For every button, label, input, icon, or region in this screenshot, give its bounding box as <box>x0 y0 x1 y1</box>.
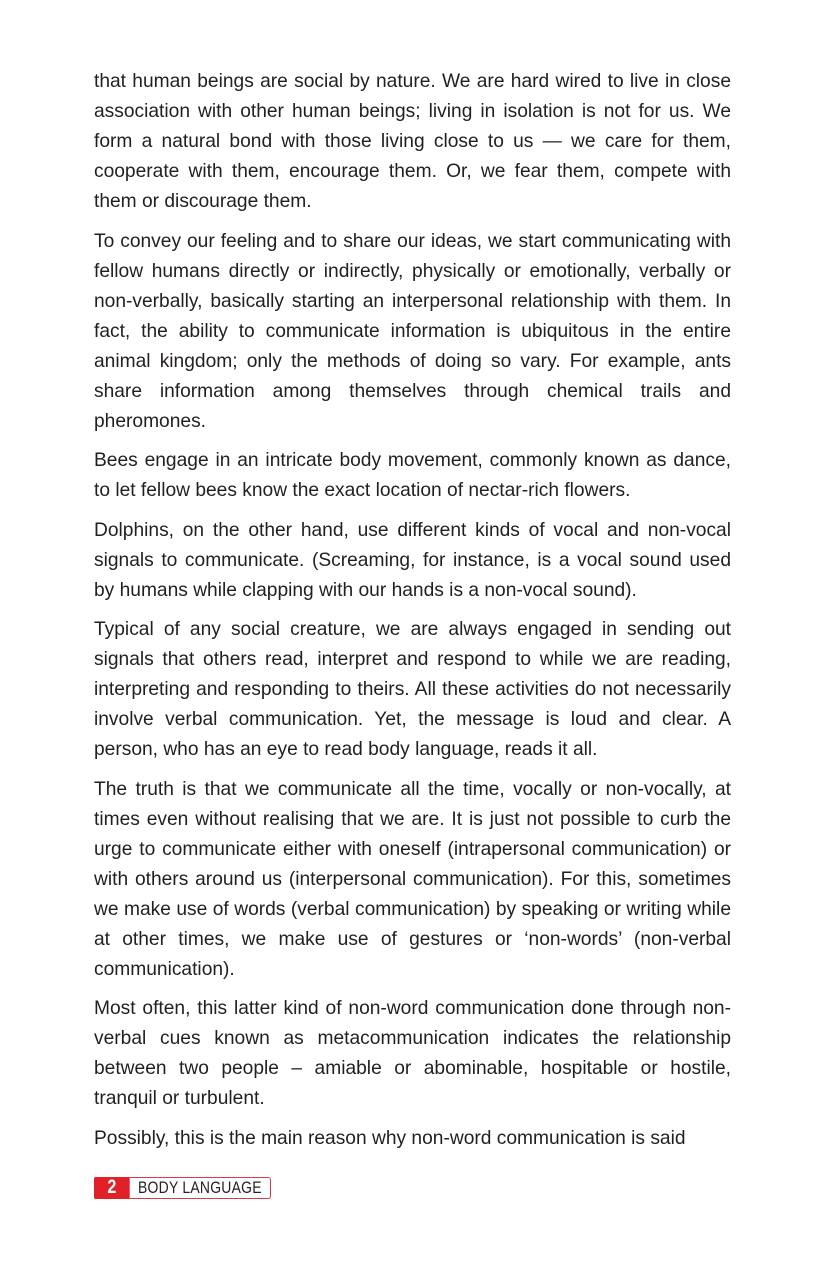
running-title-text: BODY LANGUAGE <box>138 1178 262 1197</box>
paragraph: Most often, this latter kind of non-word communication done through non-verbal cues known as metacommunication indicates the relationship between two people – amiable or abominable, hospitable or hostile, tranquil or turbulent. <box>94 998 731 1109</box>
page-body <box>94 67 731 1154</box>
page-footer <box>94 1177 271 1199</box>
running-title <box>130 1177 271 1199</box>
paragraph: To convey our feeling and to share our ideas, we start communicating with fellow humans directly or indirectly, physically or emotionally, verbally or non-verbally, basically starting an interpersonal relationship with them. In fact, the ability to communicate information is ubiquitous in the entire animal kingdom; only the methods of doing so vary. For example, ants share information among themselves through chemical trails and pheromones. <box>94 230 731 432</box>
paragraph: The truth is that we communicate all the time, vocally or non-vocally, at times even without realising that we are. It is just not possible to curb the urge to communicate either with oneself (intrapersonal communication) or with others around us (interpersonal communication). For this, sometimes we make use of words (verbal communication) by speaking or writing while at other times, we make use of gestures or ‘non-words’ (non-verbal communication). <box>94 778 731 980</box>
paragraph: Bees engage in an intricate body movement, commonly known as dance, to let fellow bees know the exact location of nectar-rich flowers. <box>94 450 731 501</box>
page-number: 2 <box>94 1177 130 1199</box>
paragraph: Typical of any social creature, we are always engaged in sending out signals that others read, interpret and respond to while we are reading, interpreting and responding to theirs. All these activities do not necessarily involve verbal communication. Yet, the message is loud and clear. A person, who has an eye to read body language, reads it all. <box>94 619 731 760</box>
paragraph: Possibly, this is the main reason why non-word communication is said <box>94 1127 686 1149</box>
paragraph: that human beings are social by nature. We are hard wired to live in close association with other human beings; living in isolation is not for us. We form a natural bond with those living close to us — we care for them, cooperate with them, encourage them. Or, we fear them, compete with them or discourage them. <box>94 71 731 212</box>
paragraph: Dolphins, on the other hand, use different kinds of vocal and non-vocal signals to communicate. (Screaming, for instance, is a vocal sound used by humans while clapping with our hands is a non-vocal sound). <box>94 519 731 601</box>
